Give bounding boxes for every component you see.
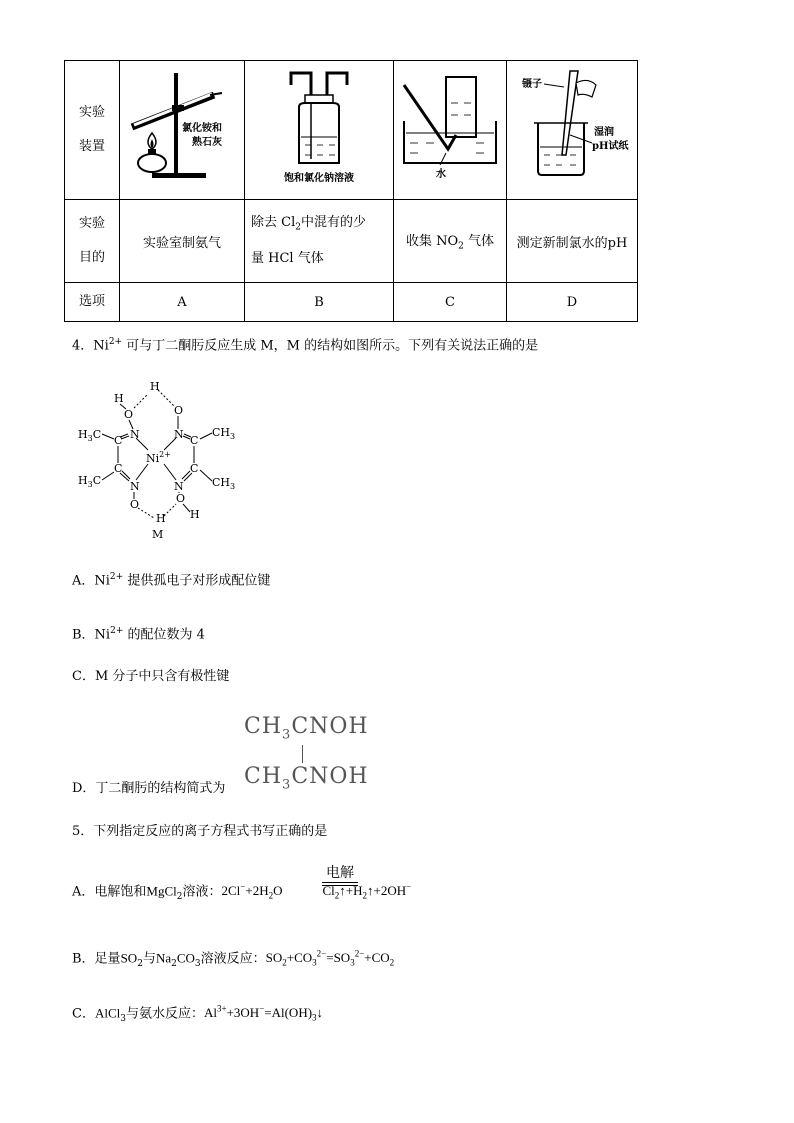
experiment-table <box>64 60 638 322</box>
apparatus-c-label: 水 <box>436 169 446 180</box>
n-top-left: N <box>130 428 140 441</box>
d-formula-bond <box>302 745 303 763</box>
ch3-bottom-left: $H_3C$ <box>78 474 102 489</box>
apparatus-b-label: 饱和氯化钠溶液 <box>284 173 354 184</box>
q4-option-d: D．丁二酮肟的结构简式为 <box>72 781 226 796</box>
apparatus-b-drawing <box>249 63 389 193</box>
q5-option-c: C．AlCl$_3$与氨水反应：$Al^{3+}+3OH^-=Al(OH)_3↓$ <box>72 1004 324 1024</box>
o-top-right: O <box>174 404 184 417</box>
apparatus-c-drawing <box>396 63 504 193</box>
ni-center: $Ni^{2+}$ <box>146 450 171 465</box>
q4-stem: 4．$Ni^{2+}$ 可与丁二酮肟反应生成 M，M 的结构如图所示。下列有关说法正确的是 <box>72 337 539 354</box>
n-top-right: N <box>174 428 184 441</box>
options-row <box>65 283 638 322</box>
q4-option-c: C．M 分子中只含有极性键 <box>72 669 230 684</box>
n-bottom-right: N <box>174 480 184 493</box>
apparatus-d-drawing <box>508 63 636 193</box>
purpose-b: 除去 $Cl_2$中混有的少 量 HCl 气体 <box>245 200 394 283</box>
q5-stem: 5．下列指定反应的离子方程式书写正确的是 <box>72 824 328 839</box>
c-top-right: C <box>190 434 199 447</box>
d-formula-bottom: $CH_3CNOH$ <box>244 764 369 793</box>
apparatus-row <box>65 61 638 200</box>
apparatus-a-label2: 熟石灰 <box>192 137 222 148</box>
purpose-header: 实验 目的 <box>65 200 120 283</box>
apparatus-d <box>507 61 638 200</box>
option-c: C <box>394 283 507 322</box>
q5-option-b: B．足量$SO_2$与$Na_2CO_3$溶液反应：$SO_2+CO_3^{2-}=SO_3^{2-}+CO_2$ <box>72 949 395 969</box>
apparatus-header: 实验 装置 <box>65 61 120 200</box>
apparatus-a-label1: 氯化铵和 <box>182 123 222 134</box>
h-bottom: H <box>156 512 166 525</box>
apparatus-d-label2: pH试纸 <box>592 141 629 152</box>
purpose-a: 实验室制氨气 <box>120 200 245 283</box>
purpose-d: 测定新制氯水的pH <box>507 200 638 283</box>
molecule-label-m: M <box>152 528 164 541</box>
o-bottom-right: O <box>176 492 186 505</box>
options-header: 选项 <box>65 283 120 322</box>
q4-structure-diagram <box>72 372 252 542</box>
option-a: A <box>120 283 245 322</box>
n-bottom-left: N <box>130 480 140 493</box>
purpose-c: 收集 $NO_2$ 气体 <box>394 200 507 283</box>
apparatus-b <box>245 61 394 200</box>
o-top-left: O <box>124 408 134 421</box>
apparatus-a <box>120 61 245 200</box>
purpose-row <box>65 200 638 283</box>
c-bottom-left: C <box>114 462 123 475</box>
q5-option-a: A．电解饱和MgCl$_2$溶液：$2Cl^-+2H_2O$ $Cl_2↑+H_2↑+2OH^-$ <box>72 882 412 902</box>
apparatus-d-label1: 湿润 <box>594 127 614 138</box>
ch3-bottom-right: $CH_3$ <box>212 476 236 491</box>
d-formula-top: $CH_3CNOH$ <box>244 714 369 743</box>
option-d: D <box>507 283 638 322</box>
ch3-top-left: $H_3C$ <box>78 428 102 443</box>
q4-option-b: B．$Ni^{2+}$ 的配位数为 4 <box>72 626 205 643</box>
apparatus-c <box>394 61 507 200</box>
option-b: B <box>245 283 394 322</box>
o-bottom-left: O <box>130 498 140 511</box>
apparatus-a-drawing <box>122 63 242 193</box>
h-top-left: H <box>114 392 124 405</box>
h-top: H <box>150 380 160 393</box>
h-bottom-right: H <box>190 508 200 521</box>
apparatus-d-label-top: 镊子 <box>522 79 542 90</box>
ch3-top-right: $CH_3$ <box>212 426 236 441</box>
c-bottom-right: C <box>190 462 199 475</box>
q4-option-a: A．$Ni^{2+}$ 提供孤电子对形成配位键 <box>72 572 271 589</box>
electrolysis-label: 电解 <box>326 865 354 881</box>
c-top-left: C <box>114 434 123 447</box>
